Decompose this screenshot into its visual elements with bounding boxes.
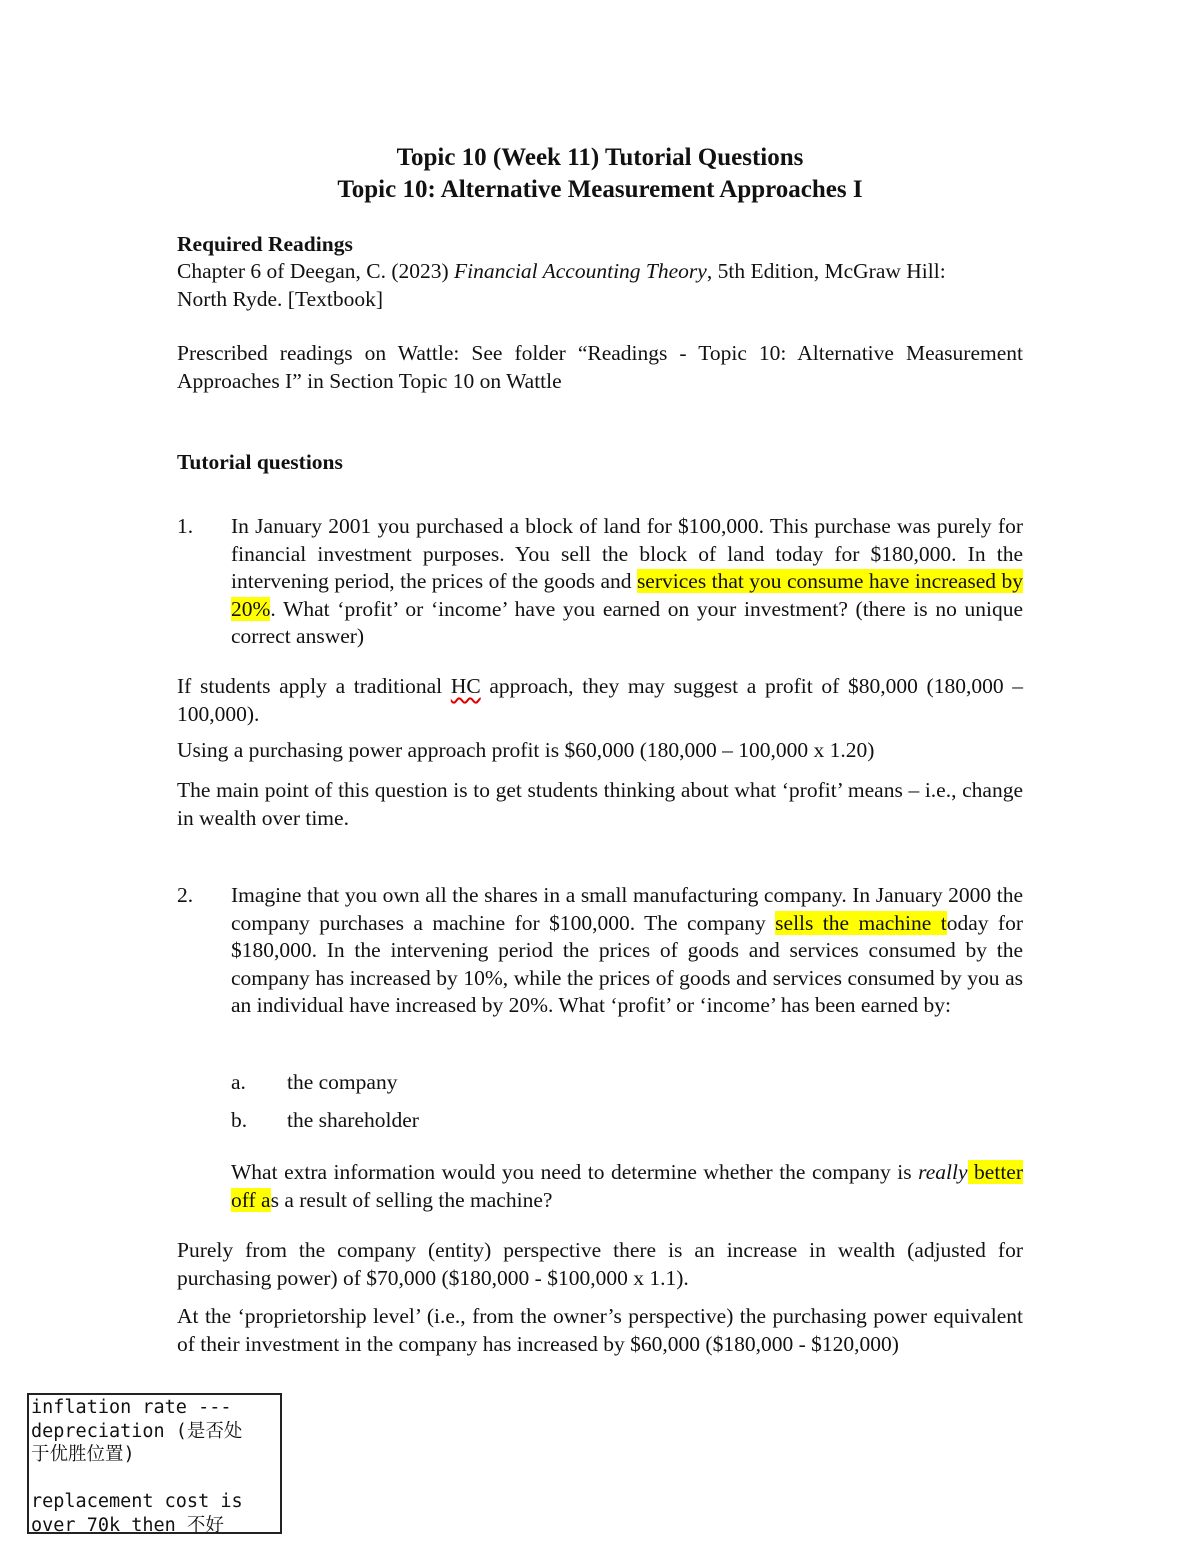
question-2-text: Imagine that you own all the shares in a small manufacturing company. In January 2000 the company purchases a machine for $100,000. The company — [231, 883, 1023, 935]
question-1-text-end: . What ‘profit’ or ‘income’ have you earned on your investment? (there is no unique correct answer) — [231, 596, 1023, 648]
page-subtitle: Topic 10: Alternative Measurement Approaches I — [337, 176, 863, 203]
page-title: Topic 10 (Week 11) Tutorial Questions — [396, 144, 804, 171]
emphasis: really — [918, 1160, 968, 1184]
highlight: sells the machine t — [775, 910, 947, 935]
list-item-b-label: b. — [231, 1108, 248, 1132]
question-1-number: 1. — [177, 514, 194, 538]
note-line: depreciation (是否处 — [31, 1420, 243, 1442]
note-line — [31, 1467, 278, 1491]
spellcheck-mark: HC — [450, 674, 481, 698]
citation-text-1: Chapter 6 of Deegan, C. (2023) — [177, 259, 455, 283]
question-1 — [231, 513, 1023, 651]
prescribed-readings: Prescribed readings on Wattle: See folder “Readings - Topic 10: Alternative Measurement Approaches I” in Section Topic 10 on Wattle — [177, 341, 1023, 393]
book-title: Financial Accounting Theory — [454, 259, 707, 283]
answer-text-end: approach, they may suggest a profit of $80,000 (180,000 – 100,000). — [177, 674, 1023, 726]
answer-1-paragraph-1 — [177, 673, 1023, 728]
question-2 — [231, 882, 1023, 1020]
note-line: over 70k then 不好 — [31, 1514, 224, 1536]
readings-heading: Required Readings — [177, 232, 353, 256]
answer-1-paragraph-3: The main point of this question is to get students thinking about what ‘profit’ means – i.e., change in wealth over time. — [177, 778, 1023, 830]
answer-2-paragraph-2: At the ‘proprietorship level’ (i.e., from the owner’s perspective) the purchasing power equivalent of their investment in the company has increased by $60,000 ($180,000 - $120,000) — [177, 1304, 1023, 1356]
tutorial-heading: Tutorial questions — [177, 450, 343, 474]
question-1-text: In January 2001 you purchased a block of land for $100,000. This purchase was purely for financial investment purposes. You sell the block of land today for $180,000. In the intervening period, the prices of the goods and — [231, 514, 1023, 593]
answer-text: If students apply a traditional — [177, 674, 451, 698]
list-item-a-label: a. — [231, 1070, 246, 1094]
note-line: 于优胜位置) — [31, 1444, 135, 1465]
citation-text-2: , 5th Edition, McGraw Hill: — [706, 259, 946, 283]
note-line: inflation rate --- — [31, 1397, 232, 1418]
list-item-a: the company — [287, 1070, 398, 1094]
question-2-number: 2. — [177, 883, 194, 907]
answer-1-paragraph-2: Using a purchasing power approach profit is $60,000 (180,000 – 100,000 x 1.20) — [177, 738, 875, 762]
highlight: services that you consume have increased by 20% — [231, 569, 1023, 621]
extra-text: What extra information would you need to determine whether the company is — [231, 1160, 919, 1184]
question-2-text-end: oday for $180,000. In the intervening period the prices of goods and services consumed by the company has increased by 10%, while the prices of goods and services consumed by you as an individual have increased by 20%. What ‘profit’ or ‘income’ has been earned by: — [231, 910, 1023, 1017]
highlight: better off a — [231, 1160, 1023, 1212]
question-2-extra — [231, 1159, 1023, 1214]
note-line: replacement cost is — [31, 1491, 243, 1512]
citation-text-3: North Ryde. [Textbook] — [177, 286, 384, 311]
readings-citation — [177, 258, 1027, 313]
annotation-note — [27, 1393, 282, 1534]
extra-text-end: s a result of selling the machine? — [270, 1187, 553, 1212]
answer-2-paragraph-1: Purely from the company (entity) perspective there is an increase in wealth (adjusted for purchasing power) of $70,000 ($180,000 - $100,000 x 1.1). — [177, 1238, 1023, 1290]
list-item-b: the shareholder — [287, 1108, 419, 1132]
